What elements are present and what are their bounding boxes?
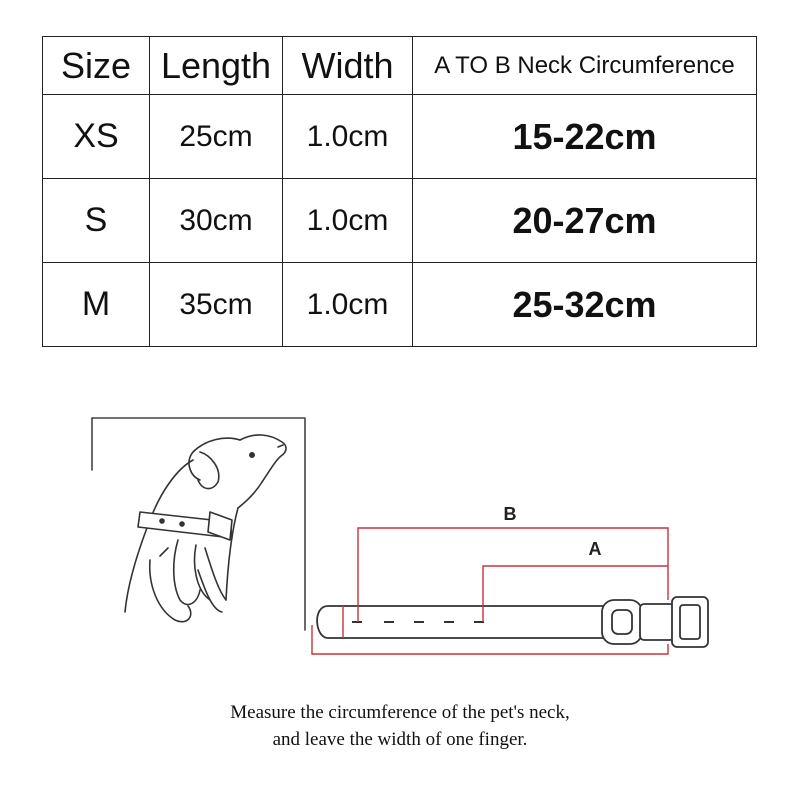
width-cell: 1.0cm [283, 95, 413, 179]
caption-line-1: Measure the circumference of the pet's neck, [230, 702, 570, 723]
length-cell: 35cm [150, 263, 283, 347]
header-length: Length [150, 37, 283, 95]
collar-diagram [312, 504, 708, 654]
neck-cell: 25-32cm [413, 263, 757, 347]
width-cell: 1.0cm [283, 179, 413, 263]
collar-buckle [602, 597, 708, 647]
size-cell: S [43, 179, 150, 263]
size-cell: XS [43, 95, 150, 179]
width-cell: 1.0cm [283, 263, 413, 347]
neck-cell: 15-22cm [413, 95, 757, 179]
label-b: B [503, 504, 517, 524]
header-size: Size [43, 37, 150, 95]
length-cell: 25cm [150, 95, 283, 179]
header-width: Width [283, 37, 413, 95]
neck-cell: 20-27cm [413, 179, 757, 263]
label-a: A [588, 539, 602, 559]
caption-line-2: and leave the width of one finger. [272, 729, 528, 750]
length-cell: 30cm [150, 179, 283, 263]
size-cell: M [43, 263, 150, 347]
header-neck-circumference: A TO B Neck Circumference [413, 37, 757, 95]
dog-illustration [92, 418, 305, 630]
